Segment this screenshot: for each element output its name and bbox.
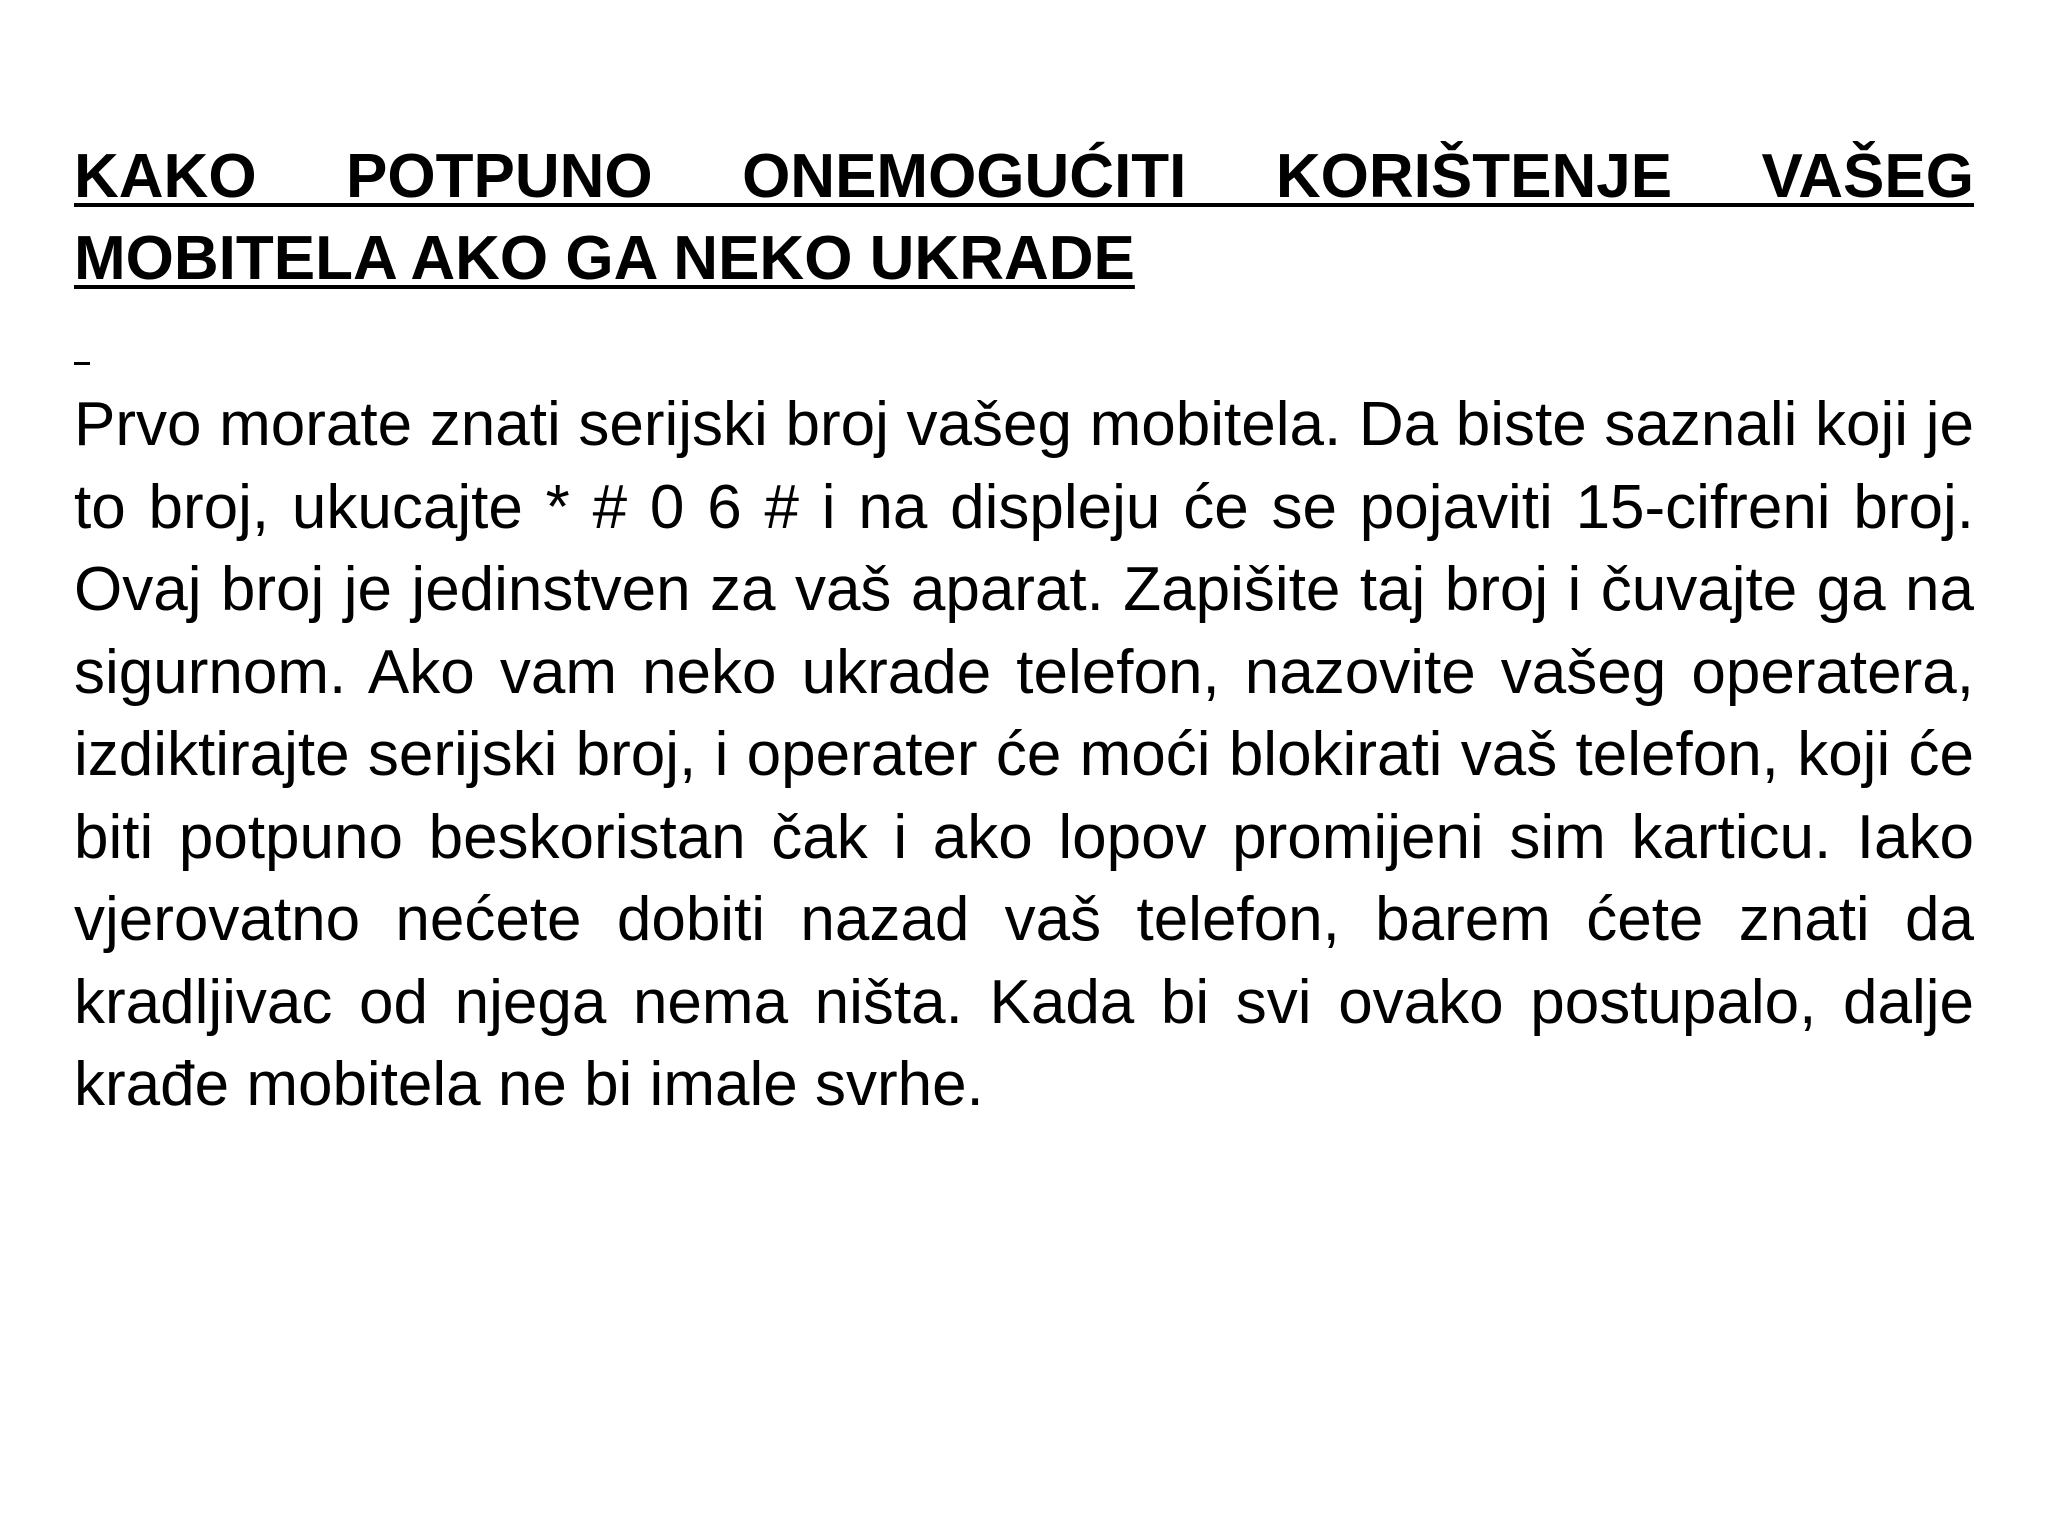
title-line-2: MOBITELA AKO GA NEKO UKRADE xyxy=(74,224,1135,293)
underline-mark xyxy=(74,362,90,365)
document-title xyxy=(74,136,1974,300)
body-paragraph: Prvo morate znati serijski broj vašeg mobitela. Da biste saznali koji je to broj, ukucajte * # 0 6 # i na displeju će se pojaviti 15-cifreni broj. Ovaj broj je jedinstven za vaš aparat. Zapišite taj broj i čuvajte ga na sigurnom. Ako vam neko ukrade telefon, nazovite vašeg operatera, izdiktirajte serijski broj, i operater će moći blokirati vaš telefon, koji će biti potpuno beskoristan čak i ako lopov promijeni sim karticu. Iako vjerovatno nećete dobiti nazad vaš telefon, barem ćete znati da kradljivac od njega nema ništa. Kada bi svi ovako postupalo, dalje krađe mobitela ne bi imale svrhe. xyxy=(74,390,1974,1119)
title-line-1: KAKO POTPUNO ONEMOGUĆITI KORIŠTENJE VAŠEG xyxy=(74,142,1974,211)
document-page xyxy=(74,136,1974,1127)
